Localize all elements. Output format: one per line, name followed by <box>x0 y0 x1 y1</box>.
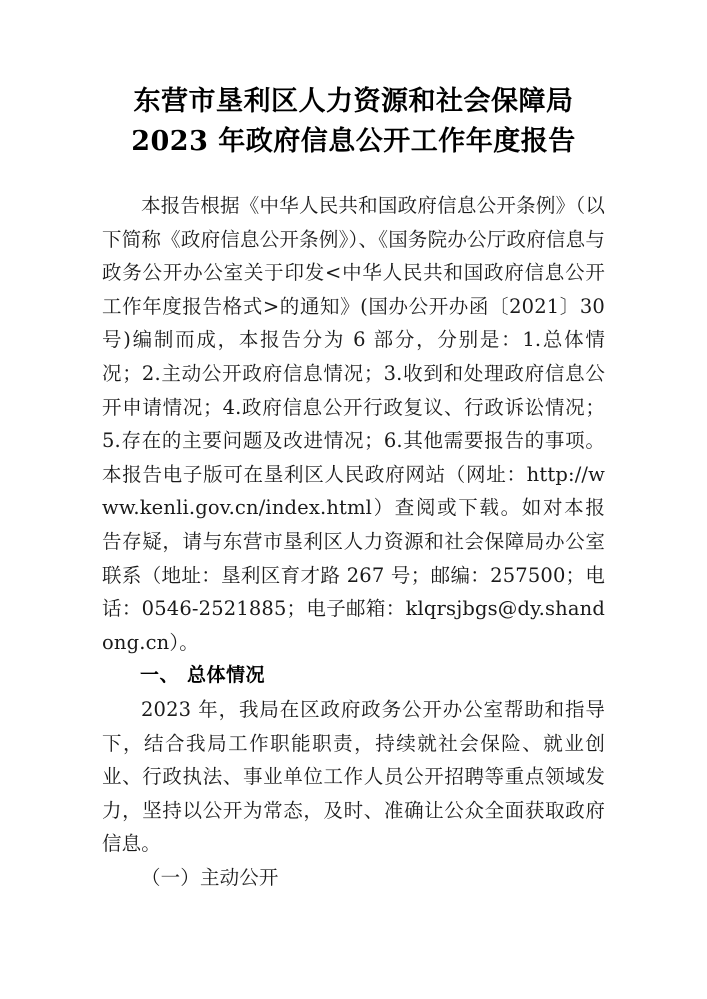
section-heading-1-title: 总体情况 <box>187 664 266 687</box>
document-body <box>102 162 605 894</box>
page-title-line-1: 东营市垦利区人力资源和社会保障局 <box>133 86 574 117</box>
section-1-body-paragraph: 2023 年，我局在区政府政务公开办公室帮助和指导下，结合我局工作职能职责，持续就社会保险、就业创业、行政执法、事业单位工作人员公开招聘等重点领域发力，坚持以公开为常态，及时、准确让公众全面获取政府信息。 <box>102 697 605 856</box>
section-heading-1 <box>102 659 605 693</box>
subheading-1-1: （一）主动公开 <box>141 865 279 889</box>
intro-paragraph: 本报告根据《中华人民共和国政府信息公开条例》（以下简称《政府信息公开条例》）、《国务院办公厅政府信息与政务公开办公室关于印发<中华人民共和国政府信息公开工作年度报告格式>的通知》(国办公开办函〔2021〕30 号)编制而成，本报告分为 6 部分，分别是：1.总体情况；2.主动公开政府信息情况；3.收到和处理政府信息公开申请情况；4.政府信息公开行政复议、行政诉讼情况；5.存在的主要问题及改进情况；6.其他需要报告的事项。本报告电子版可在垦利区人民政府网站（网址：http://www.kenli.gov.cn/index.html）查阅或下载。如对本报告存疑，请与东营市垦利区人力资源和社会保障局办公室联系（地址：垦利区育才路 267 号；邮编：257500；电话：0546-2521885；电子邮箱：klqrsjbgs@dy.shandong.cn）。 <box>102 194 605 654</box>
page-title <box>0 0 707 162</box>
section-heading-1-number: 一、 <box>140 664 180 687</box>
page-title-line-2: 2023 年政府信息公开工作年度报告 <box>131 126 576 157</box>
